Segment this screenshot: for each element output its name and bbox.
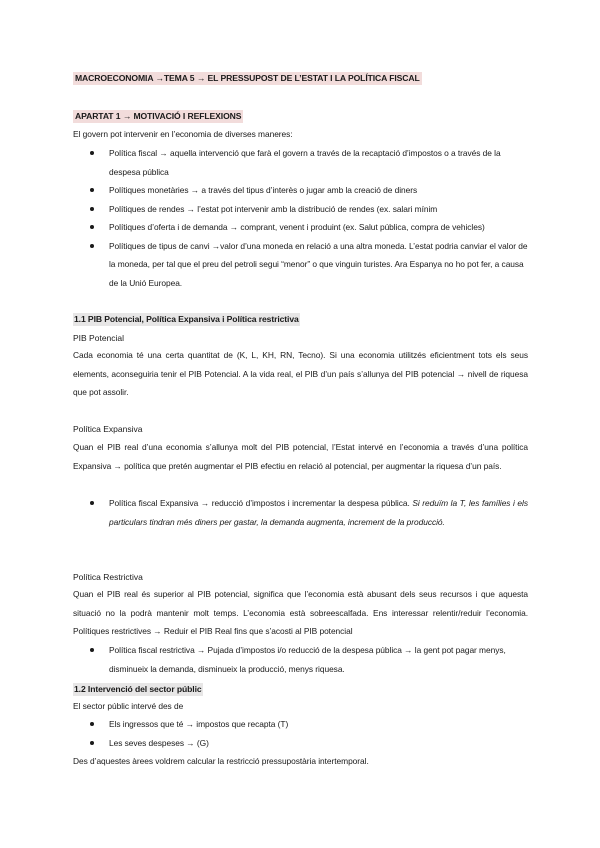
bullet-icon	[90, 207, 94, 211]
list-item: Els ingressos que té → impostos que recapta (T)	[73, 715, 528, 734]
list-item: Política fiscal restrictiva → Pujada d’impostos i/o reducció de la despesa pública → la gent pot pagar menys, disminueix la demanda, disminueix la producció, menys riquesa.	[73, 641, 528, 678]
pib-potencial-label: PIB Potencial	[73, 333, 125, 343]
restrictiva-bullet-list	[73, 641, 528, 678]
bullet-icon	[90, 722, 94, 726]
bullet-icon	[90, 648, 94, 652]
politica-restrictiva-text: Quan el PIB real és superior al PIB potencial, significa que l’economia està abusant dels seus recursos i que aquesta situació no la podrà mantenir molt temps. L’economia està sobreescalfada. Ens interessar relentir/reduir l’economia. Polítiques restrictives → Reduir el PIB Real fins que s’acosti al PIB potencial	[73, 589, 528, 636]
list-item: Polítiques monetàries → a través del tipus d’interès o jugar amb la creació de diners	[73, 181, 528, 200]
politica-expansiva-label: Política Expansiva	[73, 424, 143, 434]
list-item: Polítiques de rendes → l’estat pot intervenir amb la distribució de rendes (ex. salari mínim	[73, 200, 528, 219]
bullet-icon	[90, 244, 94, 248]
section-1-2-intro: El sector públic intervé des de	[73, 701, 184, 711]
politica-restrictiva-label: Política Restrictiva	[73, 572, 143, 582]
bullet-icon	[90, 151, 94, 155]
list-item: Política fiscal Expansiva → reducció d’impostos i incrementar la despesa pública. Si reduïm la T, les famílies i els particulars tindran més diners per gastar, la demanda augmenta, increment de la producció.	[73, 494, 528, 531]
expansiva-bullet-list	[73, 494, 528, 531]
section-1-1-heading: 1.1 PIB Potencial, Política Expansiva i Política restrictiva	[74, 314, 299, 324]
document-title: MACROECONOMIA →TEMA 5 → EL PRESSUPOST DE L’ESTAT I LA POLÍTICA FISCAL	[75, 73, 420, 83]
section-1-heading: APARTAT 1 → MOTIVACIÓ I REFLEXIONS	[75, 111, 242, 121]
bullet-icon	[90, 501, 94, 505]
section-1-2-closing: Des d’aquestes àrees voldrem calcular la restricció pressupostària intertemporal.	[73, 756, 369, 766]
section-1-intro: El govern pot intervenir en l’economia de diverses maneres:	[73, 129, 293, 139]
list-item: Polítiques de tipus de canvi →valor d’una moneda en relació a una altra moneda. L’estat podria canviar el valor de la moneda, per tal que el preu del petroli segui “menor” o que vinguin turistes. Ara Espanya no ho pot fer, a causa de la Unió Europea.	[73, 237, 528, 293]
section-1-bullet-list	[73, 144, 528, 292]
list-item: Política fiscal → aquella intervenció que farà el govern a través de la recaptació d’impostos o a través de la despesa pública	[73, 144, 528, 181]
section-1-2-bullet-list	[73, 715, 528, 752]
pib-potencial-text: Cada economia té una certa quantitat de (K, L, KH, RN, Tecno). Si una economia utilitzés eficientment tots els seus elements, aconseguiria tenir el PIB Potencial. A la vida real, el PIB d’un país s’allunya del PIB potencial → nivell de riquesa que pot assolir.	[73, 350, 528, 397]
list-item: Les seves despeses → (G)	[73, 734, 528, 753]
politica-expansiva-text: Quan el PIB real d’una economia s’allunya molt del PIB potencial, l’Estat intervé en l’economia a través d’una política Expansiva → política que pretén augmentar el PIB efectiu en relació al potencial, per augmentar la riquesa d’un país.	[73, 442, 528, 471]
bullet-icon	[90, 225, 94, 229]
bullet-icon	[90, 188, 94, 192]
bullet-icon	[90, 741, 94, 745]
list-item: Polítiques d’oferta i de demanda → comprant, venent i produint (ex. Salut pública, compra de vehicles)	[73, 218, 528, 237]
section-1-2-heading: 1.2 Intervenció del sector públic	[74, 684, 202, 694]
